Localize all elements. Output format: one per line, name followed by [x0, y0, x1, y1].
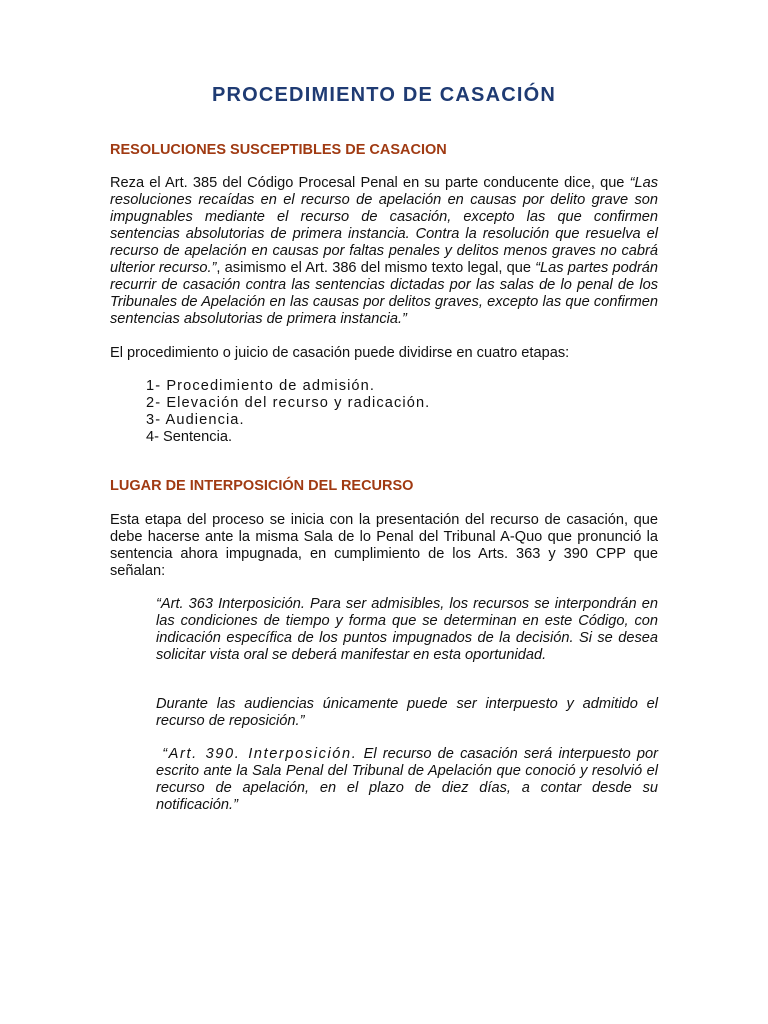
- document-title: PROCEDIMIENTO DE CASACIÓN: [211, 84, 557, 106]
- paragraph-middle-text: , asimismo el Art. 386 del mismo texto legal, que: [216, 260, 536, 276]
- list-item: 3- Audiencia.: [146, 412, 245, 428]
- list-item: 1- Procedimiento de admisión.: [146, 378, 376, 394]
- stages-list: [146, 378, 430, 446]
- list-item: 2- Elevación del recurso y radicación.: [146, 395, 431, 411]
- list-item: 4- Sentencia.: [146, 429, 232, 445]
- paragraph-etapa-proceso: Esta etapa del proceso se inicia con la presentación del recurso de casación, que debe hacerse ante la misma Sala de lo Penal del Tribunal A-Quo que pronunció la sentencia ahora impugnada, en cumplimiento de los Arts. 363 y 390 CPP que señalan:: [110, 512, 658, 579]
- section-heading-lugar: LUGAR DE INTERPOSICIÓN DEL RECURSO: [110, 478, 414, 494]
- quote-art-390-lead: “Art. 390. Interposición.: [162, 746, 358, 762]
- paragraph-lead-text: Reza el Art. 385 del Código Procesal Penal en su parte conducente dice, que: [110, 175, 630, 191]
- quote-art-363: “Art. 363 Interposición. Para ser admisibles, los recursos se interpondrán en las condiciones de tiempo y forma que se determinan en este Código, con indicación específica de los puntos impugnados de la decisión. Si se desea solicitar vista oral se deberá manifestar en esta oportunidad.: [156, 596, 658, 663]
- quote-art-390-text: El recurso de casación será interpuesto por escrito ante la Sala Penal del Tribunal de Apelación que conoció y resolvió el recurso de apelación, en el plazo de diez días, a contar desde su notificación.”: [156, 746, 658, 813]
- paragraph-stages-intro: El procedimiento o juicio de casación puede dividirse en cuatro etapas:: [110, 345, 570, 361]
- quote-art-390: [156, 746, 658, 814]
- quote-reposicion: Durante las audiencias únicamente puede ser interpuesto y admitido el recurso de reposición.”: [156, 696, 658, 729]
- quote-art-386: “Las partes podrán recurrir de casación contra las sentencias dictadas por las salas de lo penal de los Tribunales de Apelación en las causas por delitos graves, excepto las que confirmen sentencias absolutorias de primera instancia.”: [110, 260, 658, 327]
- quote-art-385: “Las resoluciones recaídas en el recurso de apelación en causas por delito grave son impugnables mediante el recurso de casación, excepto las que confirmen sentencias absolutorias de primera instancia. Contra la resolución que resuelva el recurso de apelación en causas por faltas penales y delitos menos graves no cabrá ulterior recurso.”: [110, 175, 658, 276]
- section-heading-resoluciones: RESOLUCIONES SUSCEPTIBLES DE CASACION: [110, 142, 447, 158]
- paragraph-art-385: [110, 175, 658, 328]
